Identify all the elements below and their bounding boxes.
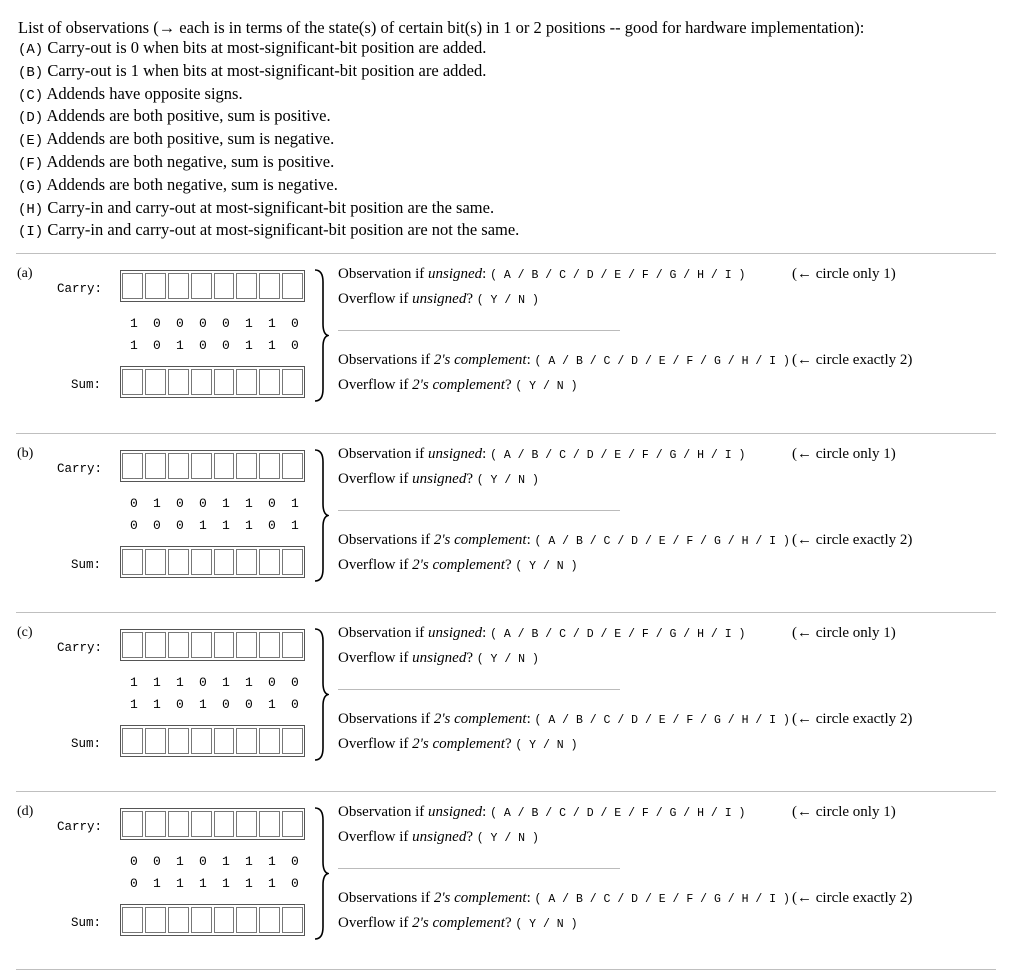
sum-bit-box[interactable] <box>168 728 189 754</box>
sum-label: Sum: <box>71 737 102 751</box>
observation-code: (B) <box>18 64 44 81</box>
addend-bit: 1 <box>130 316 138 331</box>
carry-bit-box[interactable] <box>145 273 166 299</box>
question-twos-overflow-suffix: ? <box>504 377 516 393</box>
question-unsigned-observation <box>338 266 745 283</box>
carry-boxes <box>120 629 305 661</box>
question-twos-overflow-prefix: Overflow if <box>338 377 413 393</box>
addend-bit: 0 <box>268 518 276 533</box>
question-unsigned-overflow-italic: unsigned <box>412 291 467 307</box>
question-divider <box>338 510 620 511</box>
carry-boxes <box>120 450 305 482</box>
question-unsigned-observation-options[interactable]: ( A / B / C / D / E / F / G / H / I ) <box>490 269 746 282</box>
question-unsigned-overflow-italic: unsigned <box>412 650 467 666</box>
question-twos-observation-prefix: Observations if <box>338 890 434 906</box>
addend-bit: 0 <box>199 338 207 353</box>
carry-label: Carry: <box>57 641 103 655</box>
problem-b <box>0 434 1024 614</box>
sum-boxes <box>120 725 305 757</box>
sum-bit-box[interactable] <box>236 907 257 933</box>
problem-a <box>0 254 1024 434</box>
question-twos-overflow <box>338 557 577 574</box>
brace <box>313 268 329 403</box>
carry-bit-box[interactable] <box>168 453 189 479</box>
observation-code: (C) <box>18 87 44 104</box>
question-unsigned-overflow-options[interactable]: ( Y / N ) <box>476 832 539 845</box>
sum-boxes <box>120 546 305 578</box>
addend-bit: 0 <box>199 675 207 690</box>
note-circle-two: (← circle exactly 2) <box>792 352 913 368</box>
question-unsigned-overflow-options[interactable]: ( Y / N ) <box>476 474 539 487</box>
carry-bit-box[interactable] <box>168 273 189 299</box>
observation-text: Addends are both positive, sum is positive. <box>46 106 331 126</box>
question-twos-overflow <box>338 915 577 932</box>
observation-item <box>18 152 1008 175</box>
sum-bit-box[interactable] <box>282 369 303 395</box>
question-unsigned-overflow-suffix: ? <box>466 650 477 666</box>
sum-bit-box[interactable] <box>145 369 166 395</box>
sum-label: Sum: <box>71 378 102 392</box>
addend-bit: 1 <box>153 876 161 891</box>
question-divider <box>338 689 620 690</box>
sum-bit-box[interactable] <box>145 549 166 575</box>
observation-text: Addends are both positive, sum is negative. <box>46 129 335 149</box>
addend-bit: 1 <box>245 876 253 891</box>
question-unsigned-overflow-suffix: ? <box>466 471 477 487</box>
addend-bit: 1 <box>176 854 184 869</box>
question-twos-observation-options[interactable]: ( A / B / C / D / E / F / G / H / I ) <box>534 355 790 368</box>
addend-bit: 1 <box>153 697 161 712</box>
observation-item <box>18 198 1008 221</box>
sum-bit-box[interactable] <box>259 728 280 754</box>
observation-code: (A) <box>18 42 44 58</box>
addend-bit: 1 <box>268 854 276 869</box>
addend-bit: 0 <box>222 316 230 331</box>
question-twos-overflow-options[interactable]: ( Y / N ) <box>515 918 578 931</box>
carry-bit-box[interactable] <box>122 632 143 658</box>
question-unsigned-overflow-options[interactable]: ( Y / N ) <box>476 294 539 307</box>
addend-bit: 1 <box>245 675 253 690</box>
question-twos-overflow-prefix: Overflow if <box>338 915 413 931</box>
sum-boxes <box>120 366 305 398</box>
question-twos-observation-options[interactable]: ( A / B / C / D / E / F / G / H / I ) <box>534 893 790 906</box>
note-circle-two: (← circle exactly 2) <box>792 711 913 727</box>
sum-label: Sum: <box>71 916 102 930</box>
addend-bit: 1 <box>153 675 161 690</box>
sum-bit-box[interactable] <box>191 907 212 933</box>
addend-bit: 0 <box>130 876 138 891</box>
question-twos-observation-suffix: : <box>526 711 535 727</box>
carry-bit-box[interactable] <box>122 273 143 299</box>
observation-code: (E) <box>18 133 44 150</box>
sum-bit-box[interactable] <box>259 369 280 395</box>
question-unsigned-overflow <box>338 829 539 846</box>
sum-bit-box[interactable] <box>122 728 143 754</box>
addend-bit: 1 <box>130 675 138 690</box>
question-unsigned-observation-suffix: : <box>482 625 491 641</box>
carry-boxes <box>120 808 305 840</box>
question-twos-overflow <box>338 377 577 394</box>
question-twos-overflow-italic: 2's complement <box>412 377 505 393</box>
carry-bit-box[interactable] <box>145 811 166 837</box>
question-unsigned-observation-italic: unsigned <box>427 446 483 462</box>
observation-code: (G) <box>18 178 44 195</box>
sum-bit-box[interactable] <box>259 549 280 575</box>
addend-bit: 1 <box>245 316 253 331</box>
question-unsigned-observation-italic: unsigned <box>427 804 483 820</box>
question-twos-overflow-options[interactable]: ( Y / N ) <box>515 739 578 752</box>
question-twos-observation-prefix: Observations if <box>338 352 434 368</box>
question-twos-overflow-italic: 2's complement <box>412 736 505 752</box>
observation-item <box>18 129 1008 152</box>
carry-bit-box[interactable] <box>236 811 257 837</box>
addend-a-bits <box>130 675 314 690</box>
sum-bit-box[interactable] <box>168 549 189 575</box>
addend-bit: 1 <box>199 697 207 712</box>
problem-d <box>0 792 1024 972</box>
question-unsigned-overflow-italic: unsigned <box>412 829 467 845</box>
sum-bit-box[interactable] <box>282 728 303 754</box>
observation-list-title: List of observations (→ each is in terms of the state(s) of certain bit(s) in 1 or 2 positions -- good for hardware implementation): <box>18 18 865 37</box>
addend-bit: 0 <box>291 316 299 331</box>
question-divider <box>338 330 620 331</box>
carry-label: Carry: <box>57 820 103 834</box>
note-circle-one: (← circle only 1) <box>792 266 896 282</box>
observation-text: Carry-out is 1 when bits at most-significant-bit position are added. <box>47 60 487 80</box>
question-twos-overflow-options[interactable]: ( Y / N ) <box>515 380 578 393</box>
question-twos-overflow-options[interactable]: ( Y / N ) <box>515 560 578 573</box>
question-twos-observation-suffix: : <box>526 532 535 548</box>
question-unsigned-overflow-prefix: Overflow if <box>338 829 413 845</box>
question-unsigned-overflow <box>338 291 539 308</box>
sum-bit-box[interactable] <box>191 549 212 575</box>
problem-label: (a) <box>17 266 33 281</box>
addend-bit: 1 <box>199 518 207 533</box>
addend-bit: 0 <box>130 518 138 533</box>
observation-text: Carry-out is 0 when bits at most-significant-bit position are added. <box>47 38 487 57</box>
question-twos-observation-options[interactable]: ( A / B / C / D / E / F / G / H / I ) <box>534 535 790 548</box>
question-unsigned-overflow <box>338 650 539 667</box>
note-circle-one: (← circle only 1) <box>792 446 896 462</box>
question-unsigned-observation-options[interactable]: ( A / B / C / D / E / F / G / H / I ) <box>490 807 746 820</box>
addend-bit: 1 <box>245 518 253 533</box>
carry-label: Carry: <box>57 462 103 476</box>
addend-bit: 1 <box>245 854 253 869</box>
addend-bit: 1 <box>222 876 230 891</box>
question-unsigned-overflow-prefix: Overflow if <box>338 650 413 666</box>
question-twos-overflow-suffix: ? <box>504 557 516 573</box>
question-unsigned-overflow <box>338 471 539 488</box>
observation-text: Carry-in and carry-out at most-significant-bit position are the same. <box>47 197 495 217</box>
carry-bit-box[interactable] <box>214 811 235 837</box>
question-twos-overflow <box>338 736 577 753</box>
observation-text: Addends have opposite signs. <box>46 83 243 103</box>
carry-bit-box[interactable] <box>191 632 212 658</box>
addend-bit: 1 <box>176 338 184 353</box>
addend-bit: 1 <box>130 697 138 712</box>
question-twos-observation <box>338 352 790 369</box>
carry-bit-box[interactable] <box>259 273 280 299</box>
brace <box>313 627 329 762</box>
addend-bit: 1 <box>222 854 230 869</box>
carry-bit-box[interactable] <box>191 811 212 837</box>
question-unsigned-overflow-prefix: Overflow if <box>338 291 413 307</box>
addend-bit: 1 <box>176 876 184 891</box>
addend-bit: 1 <box>268 697 276 712</box>
observation-code: (H) <box>18 201 44 218</box>
addend-bit: 0 <box>176 316 184 331</box>
addend-bit: 0 <box>291 675 299 690</box>
addend-b-bits <box>130 697 314 712</box>
question-twos-observation-italic: 2's complement <box>433 711 527 727</box>
question-twos-overflow-italic: 2's complement <box>412 557 505 573</box>
question-unsigned-overflow-suffix: ? <box>466 829 477 845</box>
question-twos-observation <box>338 532 790 549</box>
question-unsigned-observation-prefix: Observation if <box>338 266 428 282</box>
addend-bit: 1 <box>245 496 253 511</box>
sum-bit-box[interactable] <box>168 369 189 395</box>
carry-bit-box[interactable] <box>236 632 257 658</box>
addend-b-bits <box>130 338 314 353</box>
carry-bit-box[interactable] <box>191 453 212 479</box>
question-unsigned-overflow-prefix: Overflow if <box>338 471 413 487</box>
observation-code: (D) <box>18 110 44 127</box>
problem-label: (b) <box>17 446 34 461</box>
carry-bit-box[interactable] <box>282 811 303 837</box>
carry-bit-box[interactable] <box>259 811 280 837</box>
question-twos-overflow-suffix: ? <box>504 915 516 931</box>
question-unsigned-observation-italic: unsigned <box>427 266 483 282</box>
question-twos-observation-prefix: Observations if <box>338 711 434 727</box>
sum-bit-box[interactable] <box>122 369 143 395</box>
observation-text: Carry-in and carry-out at most-significant-bit position are not the same. <box>47 220 520 240</box>
carry-bit-box[interactable] <box>214 632 235 658</box>
question-twos-observation-suffix: : <box>526 352 535 368</box>
addend-bit: 0 <box>176 518 184 533</box>
carry-bit-box[interactable] <box>236 453 257 479</box>
question-unsigned-overflow-options[interactable]: ( Y / N ) <box>476 653 539 666</box>
addend-bit: 1 <box>268 876 276 891</box>
addend-bit: 1 <box>291 496 299 511</box>
carry-label: Carry: <box>57 282 103 296</box>
addend-b-bits <box>130 876 314 891</box>
carry-boxes <box>120 270 305 302</box>
question-unsigned-observation-suffix: : <box>482 804 491 820</box>
addend-bit: 0 <box>199 496 207 511</box>
addend-bit: 0 <box>268 675 276 690</box>
addend-b-bits <box>130 518 314 533</box>
addend-bit: 0 <box>153 518 161 533</box>
sum-bit-box[interactable] <box>122 549 143 575</box>
carry-bit-box[interactable] <box>145 453 166 479</box>
addend-bit: 0 <box>245 697 253 712</box>
observation-item <box>18 84 1008 107</box>
sum-bit-box[interactable] <box>145 728 166 754</box>
note-circle-one: (← circle only 1) <box>792 804 896 820</box>
addend-bit: 1 <box>268 338 276 353</box>
addend-bit: 0 <box>291 338 299 353</box>
sum-bit-box[interactable] <box>145 907 166 933</box>
question-unsigned-observation-prefix: Observation if <box>338 804 428 820</box>
addend-bit: 0 <box>176 697 184 712</box>
addend-bit: 1 <box>222 518 230 533</box>
note-circle-two: (← circle exactly 2) <box>792 532 913 548</box>
addend-bit: 1 <box>268 316 276 331</box>
carry-bit-box[interactable] <box>282 273 303 299</box>
carry-bit-box[interactable] <box>282 632 303 658</box>
question-twos-overflow-italic: 2's complement <box>412 915 505 931</box>
addend-bit: 0 <box>199 316 207 331</box>
sum-bit-box[interactable] <box>191 728 212 754</box>
question-twos-observation-italic: 2's complement <box>433 532 527 548</box>
addend-a-bits <box>130 496 314 511</box>
observation-code: (I) <box>18 224 44 241</box>
addend-bit: 0 <box>153 316 161 331</box>
sum-bit-box[interactable] <box>214 907 235 933</box>
question-twos-overflow-prefix: Overflow if <box>338 557 413 573</box>
question-twos-observation-italic: 2's complement <box>433 352 527 368</box>
addend-bit: 0 <box>199 854 207 869</box>
addend-bit: 1 <box>199 876 207 891</box>
sum-bit-box[interactable] <box>259 907 280 933</box>
addend-bit: 0 <box>268 496 276 511</box>
carry-bit-box[interactable] <box>236 273 257 299</box>
question-unsigned-observation-prefix: Observation if <box>338 625 428 641</box>
question-twos-observation-italic: 2's complement <box>433 890 527 906</box>
addend-bit: 1 <box>130 338 138 353</box>
addend-bit: 1 <box>176 675 184 690</box>
observation-item <box>18 220 1008 243</box>
question-divider <box>338 868 620 869</box>
sum-bit-box[interactable] <box>282 549 303 575</box>
question-twos-observation <box>338 890 790 907</box>
question-twos-overflow-prefix: Overflow if <box>338 736 413 752</box>
question-unsigned-observation <box>338 804 745 821</box>
sum-bit-box[interactable] <box>214 728 235 754</box>
sum-bit-box[interactable] <box>122 907 143 933</box>
question-twos-observation-prefix: Observations if <box>338 532 434 548</box>
addend-bit: 1 <box>222 675 230 690</box>
carry-bit-box[interactable] <box>145 632 166 658</box>
question-twos-observation-options[interactable]: ( A / B / C / D / E / F / G / H / I ) <box>534 714 790 727</box>
addend-bit: 0 <box>130 854 138 869</box>
addend-bit: 1 <box>222 496 230 511</box>
sum-bit-box[interactable] <box>236 369 257 395</box>
carry-bit-box[interactable] <box>259 632 280 658</box>
question-unsigned-observation <box>338 625 745 642</box>
observation-list <box>18 18 1008 243</box>
sum-bit-box[interactable] <box>236 549 257 575</box>
observation-item <box>18 61 1008 84</box>
question-twos-overflow-suffix: ? <box>504 736 516 752</box>
carry-bit-box[interactable] <box>214 453 235 479</box>
question-unsigned-observation-options[interactable]: ( A / B / C / D / E / F / G / H / I ) <box>490 449 746 462</box>
note-circle-two: (← circle exactly 2) <box>792 890 913 906</box>
addend-bit: 0 <box>291 876 299 891</box>
brace <box>313 448 329 583</box>
addend-a-bits <box>130 854 314 869</box>
carry-bit-box[interactable] <box>191 273 212 299</box>
addend-bit: 0 <box>176 496 184 511</box>
question-twos-observation <box>338 711 790 728</box>
carry-bit-box[interactable] <box>214 273 235 299</box>
sum-bit-box[interactable] <box>191 369 212 395</box>
question-unsigned-overflow-italic: unsigned <box>412 471 467 487</box>
sum-bit-box[interactable] <box>282 907 303 933</box>
addend-bit: 0 <box>291 854 299 869</box>
sum-bit-box[interactable] <box>214 369 235 395</box>
question-twos-observation-suffix: : <box>526 890 535 906</box>
addend-bit: 1 <box>245 338 253 353</box>
sum-boxes <box>120 904 305 936</box>
addend-a-bits <box>130 316 314 331</box>
addend-bit: 0 <box>222 338 230 353</box>
question-unsigned-observation-prefix: Observation if <box>338 446 428 462</box>
note-circle-one: (← circle only 1) <box>792 625 896 641</box>
question-unsigned-observation-options[interactable]: ( A / B / C / D / E / F / G / H / I ) <box>490 628 746 641</box>
addend-bit: 1 <box>153 496 161 511</box>
sum-bit-box[interactable] <box>236 728 257 754</box>
carry-bit-box[interactable] <box>282 453 303 479</box>
sum-label: Sum: <box>71 558 102 572</box>
carry-bit-box[interactable] <box>122 811 143 837</box>
addend-bit: 0 <box>130 496 138 511</box>
carry-bit-box[interactable] <box>122 453 143 479</box>
problem-label: (d) <box>17 804 34 819</box>
carry-bit-box[interactable] <box>168 811 189 837</box>
question-unsigned-observation-italic: unsigned <box>427 625 483 641</box>
observation-text: Addends are both negative, sum is negative. <box>46 174 338 194</box>
addend-bit: 0 <box>153 338 161 353</box>
question-unsigned-observation-suffix: : <box>482 266 491 282</box>
sum-bit-box[interactable] <box>168 907 189 933</box>
section-divider <box>16 969 996 970</box>
observation-item <box>18 175 1008 198</box>
question-unsigned-observation-suffix: : <box>482 446 491 462</box>
question-unsigned-observation <box>338 446 745 463</box>
question-unsigned-overflow-suffix: ? <box>466 291 477 307</box>
observation-code: (F) <box>18 155 44 172</box>
observation-item <box>18 106 1008 129</box>
sum-bit-box[interactable] <box>214 549 235 575</box>
brace <box>313 806 329 941</box>
addend-bit: 1 <box>291 518 299 533</box>
problem-label: (c) <box>17 625 33 640</box>
observation-text: Addends are both negative, sum is positive. <box>46 151 335 171</box>
carry-bit-box[interactable] <box>259 453 280 479</box>
addend-bit: 0 <box>291 697 299 712</box>
addend-bit: 0 <box>222 697 230 712</box>
problem-c <box>0 613 1024 793</box>
observation-item <box>18 38 1008 61</box>
carry-bit-box[interactable] <box>168 632 189 658</box>
addend-bit: 0 <box>153 854 161 869</box>
